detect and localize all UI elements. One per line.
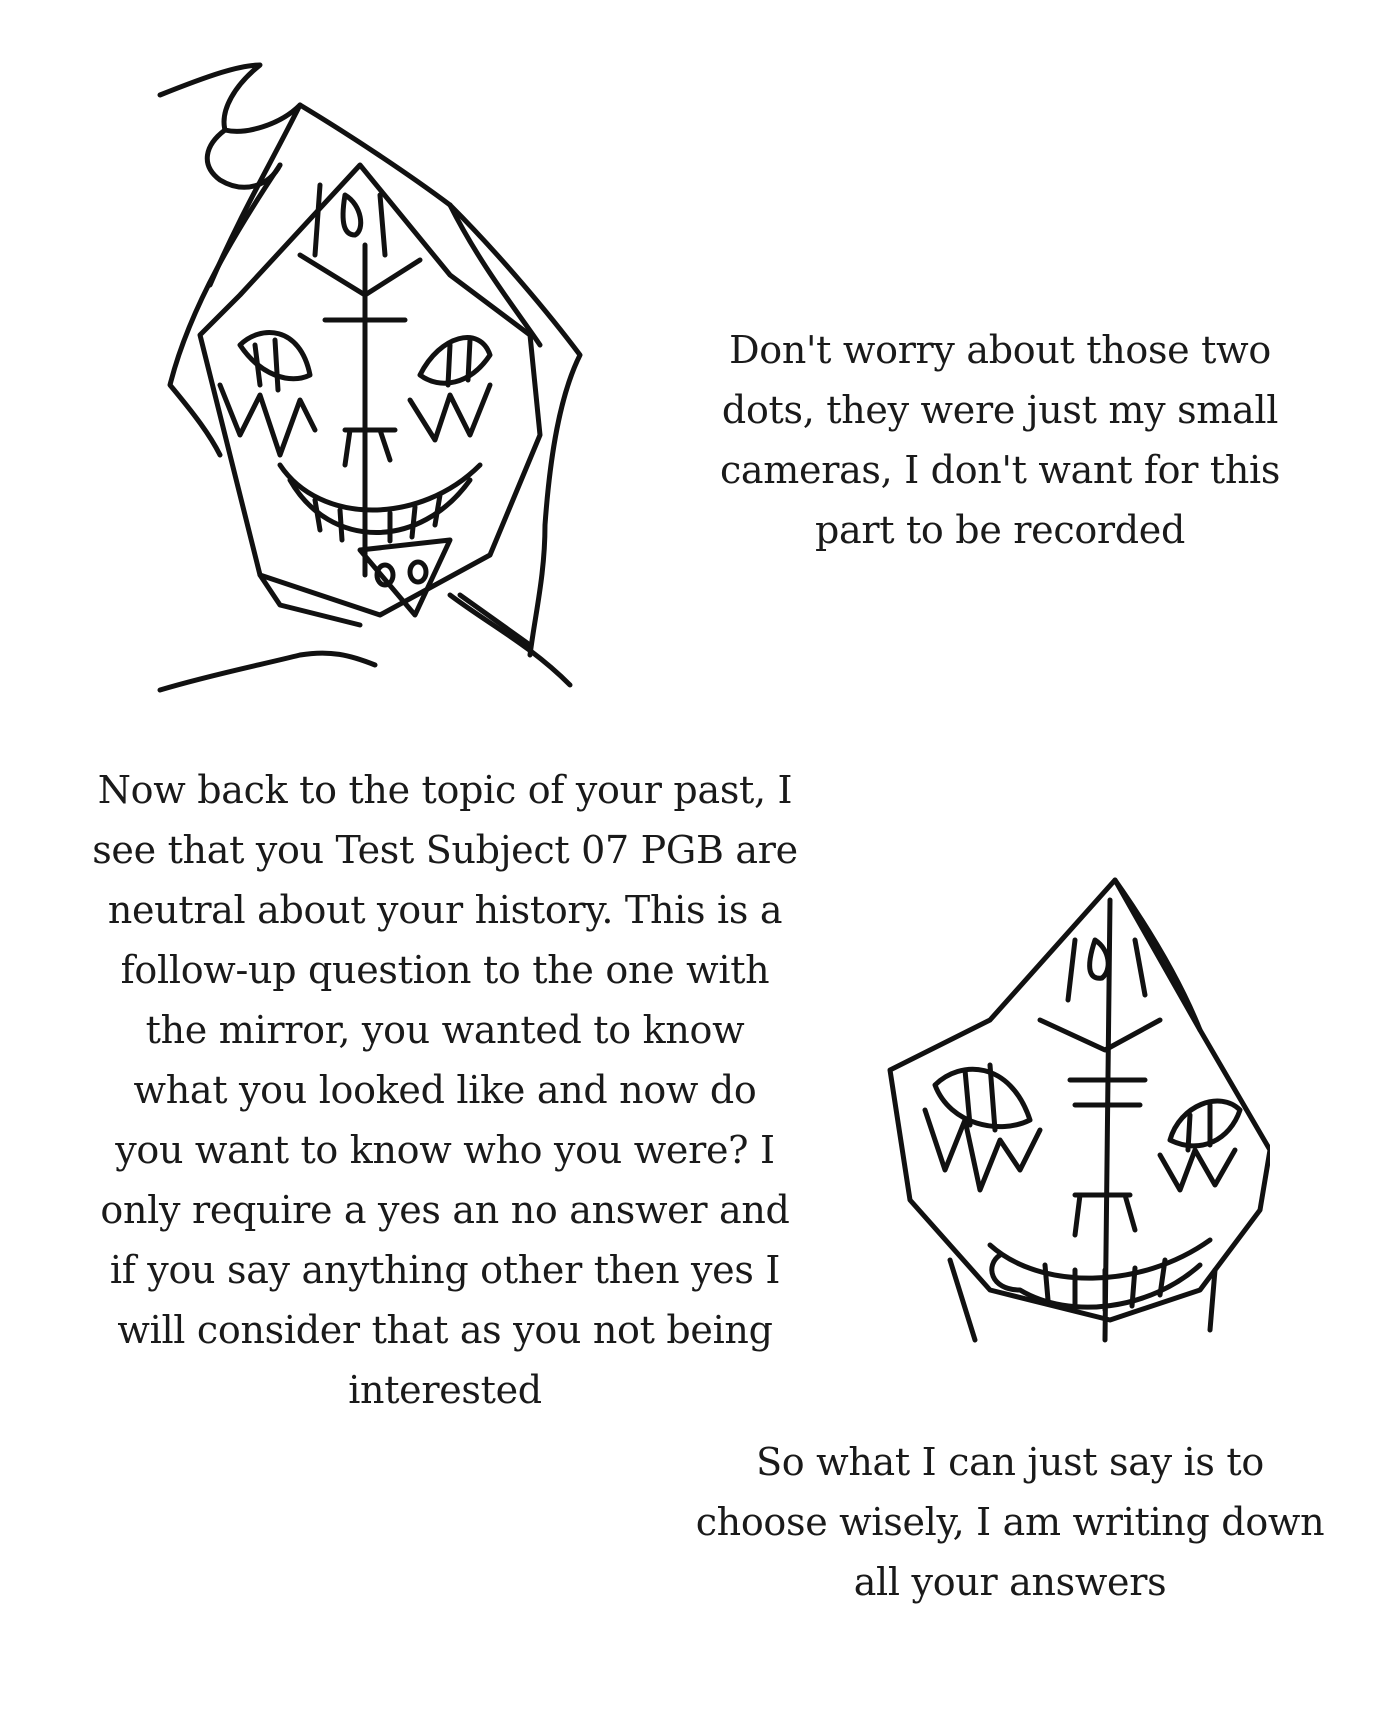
right-eye-teeth xyxy=(1160,1150,1235,1190)
left-eye xyxy=(935,1069,1030,1126)
dialogue-line: the mirror, you wanted to know xyxy=(145,1008,745,1052)
dialogue-line: choose wisely, I am writing down xyxy=(695,1500,1325,1544)
forehead-chevron xyxy=(300,255,420,295)
dialogue-line: So what I can just say is to xyxy=(756,1440,1264,1484)
dialogue-line: interested xyxy=(348,1368,542,1412)
camera-dot-right xyxy=(410,562,426,582)
hood-tip-stroke xyxy=(160,65,450,205)
hooded-figure-drawing xyxy=(150,55,640,705)
dialogue-line: will consider that as you not being xyxy=(117,1308,773,1352)
dialogue-line: you want to know who you were? I xyxy=(115,1128,775,1172)
hood-inner-right xyxy=(450,205,540,345)
nose-mark xyxy=(345,430,395,465)
right-eye-teeth xyxy=(410,385,490,440)
right-eye xyxy=(420,338,490,384)
dialogue-text-3 xyxy=(690,1432,1330,1612)
dialogue-text-2 xyxy=(40,760,850,1420)
masked-face-drawing xyxy=(870,870,1270,1360)
dialogue-line: neutral about your history. This is a xyxy=(107,888,783,932)
dialogue-line: dots, they were just my small xyxy=(721,388,1279,432)
neck-lines xyxy=(260,575,530,645)
dialogue-line: all your answers xyxy=(853,1560,1167,1604)
dialogue-text-1 xyxy=(680,320,1320,560)
grin-upper xyxy=(990,1240,1210,1278)
left-eye-teeth xyxy=(220,385,315,455)
chin-badge xyxy=(360,540,450,615)
forehead-chevron xyxy=(1040,1020,1160,1050)
dialogue-line: cameras, I don't want for this xyxy=(719,448,1281,492)
left-shoulder xyxy=(160,653,375,690)
dialogue-line: follow-up question to the one with xyxy=(120,948,770,992)
forehead-eye-mark xyxy=(343,195,361,235)
dialogue-line: Don't worry about those two xyxy=(729,328,1271,372)
right-shoulder xyxy=(450,595,570,685)
masked-face-illustration xyxy=(870,870,1270,1360)
dialogue-line: what you looked like and now do xyxy=(133,1068,757,1112)
dialogue-line: Now back to the topic of your past, I xyxy=(97,768,793,812)
forehead-eye-mark xyxy=(1090,940,1109,978)
dialogue-line: only require a yes an no answer and xyxy=(100,1188,790,1232)
dialogue-line: if you say anything other then yes I xyxy=(109,1248,781,1292)
dialogue-line: see that you Test Subject 07 PGB are xyxy=(92,828,798,872)
hooded-figure-illustration xyxy=(150,55,640,705)
right-eye xyxy=(1170,1101,1240,1146)
dialogue-line: part to be recorded xyxy=(814,508,1186,552)
